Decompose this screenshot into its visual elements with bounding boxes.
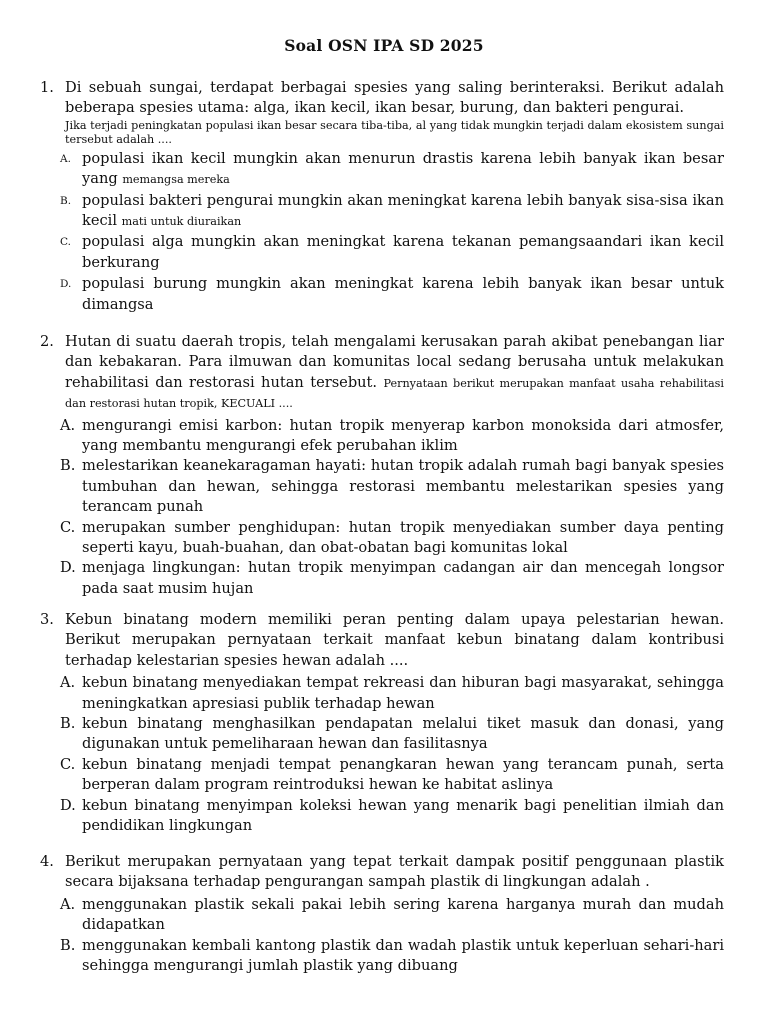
option-b	[60, 191, 724, 232]
question-number: 2.	[40, 333, 54, 350]
option-text-small: memangsa mereka	[122, 173, 230, 187]
option-text: menggunakan kembali kantong plastik dan wadah plastik untuk keperluan sehari-hari sehingga mengurangi jumlah plastik yang dibuang	[82, 936, 724, 975]
question-2	[40, 332, 724, 599]
question-3	[40, 610, 724, 836]
option-list	[60, 149, 724, 315]
option-text-small: mati untuk diuraikan	[121, 215, 242, 229]
question-4	[40, 852, 724, 976]
page-title: Soal OSN IPA SD 2025	[284, 36, 484, 55]
option-label: A.	[60, 674, 76, 692]
option-text: populasi ikan kecil mungkin akan menurun drastis karena lebih banyak ikan besar yang	[82, 149, 724, 188]
option-a	[60, 416, 724, 457]
option-label: B.	[60, 936, 76, 954]
option-text: kebun binatang menghasilkan pendapatan melalui tiket masuk dan donasi, yang digunakan untuk pemeliharaan hewan dan fasilitasnya	[82, 715, 724, 753]
option-d	[60, 558, 724, 599]
option-a	[60, 895, 724, 936]
option-label: C.	[60, 518, 76, 536]
option-list	[60, 416, 724, 600]
question-number: 3.	[40, 611, 54, 628]
question-number: 1.	[40, 79, 54, 96]
option-text: mengurangi emisi karbon: hutan tropik menyerap karbon monoksida dari atmosfer, yang membantu mengurangi efek perubahan iklim	[82, 416, 724, 455]
option-label: A.	[60, 895, 76, 913]
option-c	[60, 518, 724, 559]
question-1	[40, 78, 724, 316]
option-label: C.	[60, 236, 71, 249]
option-label: B.	[60, 715, 76, 733]
option-label: D.	[60, 559, 76, 577]
option-label: D.	[60, 796, 76, 814]
option-text: menggunakan plastik sekali pakai lebih sering karena harganya murah dan mudah didapatkan	[82, 895, 724, 934]
option-c	[60, 755, 724, 796]
option-b	[60, 456, 724, 517]
option-label: B.	[60, 194, 72, 207]
option-text: menjaga lingkungan: hutan tropik menyimpan cadangan air dan mencegah longsor pada saat musim hujan	[82, 559, 724, 597]
option-text: kebun binatang menyimpan koleksi hewan yang menarik bagi penelitian ilmiah dan pendidikan lingkungan	[82, 796, 724, 835]
option-text: populasi bakteri pengurai mungkin akan meningkat karena lebih banyak sisa-sisa ikan kecil	[82, 191, 724, 230]
question-stem-small: Pernyataan berikut merupakan manfaat usaha rehabilitasi dan restorasi hutan tropik, KECUALI ....	[65, 376, 724, 411]
option-text: kebun binatang menyediakan tempat rekreasi dan hiburan bagi masyarakat, sehingga meningkatkan apresiasi publik terhadap hewan	[82, 674, 724, 712]
option-label: C.	[60, 755, 76, 773]
option-d	[60, 274, 724, 315]
question-stem: Kebun binatang modern memiliki peran penting dalam upaya pelestarian hewan. Berikut merupakan pernyataan terkait manfaat kebun binatang dalam kontribusi terhadap kelestarian spesies hewan adalah ....	[65, 611, 724, 669]
question-stem-text: Di sebuah sungai, terdapat berbagai spesies yang saling berinteraksi. Berikut adalah beberapa spesies utama: alga, ikan kecil, ikan besar, burung, dan bakteri pengurai.	[65, 79, 724, 117]
question-stem-small: Jika terjadi peningkatan populasi ikan besar secara tiba-tiba, al yang tidak mungkin terjadi dalam ekosistem sungai tersebut adalah ....	[65, 118, 724, 146]
option-text: kebun binatang menjadi tempat penangkaran hewan yang terancam punah, serta berperan dalam program reintroduksi hewan ke habitat aslinya	[82, 755, 724, 794]
option-a	[60, 149, 724, 190]
option-label: A.	[60, 152, 71, 165]
question-stem-text: Hutan di suatu daerah tropis, telah mengalami kerusakan parah akibat penebangan liar dan kebakaran. Para ilmuwan dan komunitas local sedang berusaha untuk melakukan rehabilitasi dan restorasi hutan tersebut.	[65, 333, 724, 391]
option-label: B.	[60, 457, 76, 475]
option-b	[60, 936, 724, 977]
option-d	[60, 796, 724, 837]
option-text: populasi alga mungkin akan meningkat karena tekanan pemangsaandari ikan kecil berkurang	[82, 233, 724, 271]
option-list	[60, 895, 724, 977]
option-text: populasi burung mungkin akan meningkat karena lebih banyak ikan besar untuk dimangsa	[82, 275, 724, 313]
option-list	[60, 673, 724, 836]
option-b	[60, 714, 724, 755]
question-stem	[65, 332, 724, 414]
option-c	[60, 232, 724, 273]
question-stem: Berikut merupakan pernyataan yang tepat terkait dampak positif penggunaan plastik secara bijaksana terhadap pengurangan sampah plastik di lingkungan adalah .	[65, 853, 724, 891]
option-text: merupakan sumber penghidupan: hutan tropik menyediakan sumber daya penting seperti kayu, buah-buahan, dan obat-obatan bagi komunitas lokal	[82, 518, 724, 557]
option-text: melestarikan keanekaragaman hayati: hutan tropik adalah rumah bagi banyak spesies tumbuhan dan hewan, sehingga restorasi membantu melestarikan spesies yang terancam punah	[82, 457, 724, 516]
option-a	[60, 673, 724, 714]
option-label: D.	[60, 278, 72, 291]
option-label: A.	[60, 416, 76, 434]
question-stem	[65, 78, 724, 147]
question-number: 4.	[40, 853, 54, 870]
